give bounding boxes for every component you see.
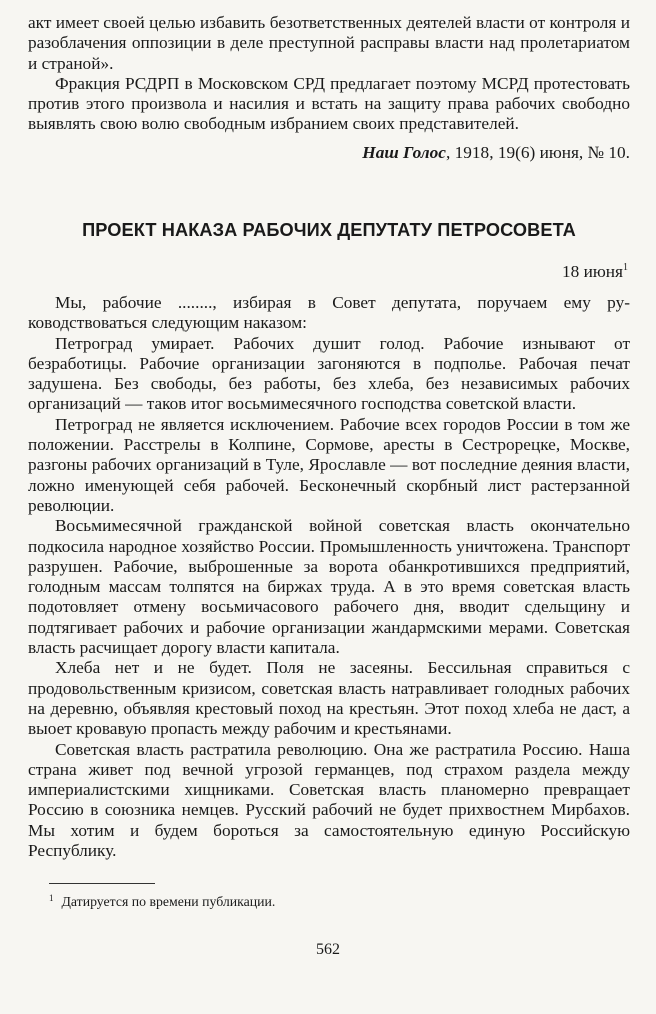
article-paragraph: Мы, рабочие ........, избирая в Совет депутата, поручаем ему руководствоваться следующим наказом:	[28, 293, 630, 333]
previous-article	[28, 13, 630, 163]
date-text: 18 июня	[562, 262, 623, 281]
footnote-mark: 1	[49, 893, 54, 903]
article-paragraph: Советская власть растратила революцию. Она же растратила Россию. Наша страна живет под вечной угрозой германцев, под страхом раздела между империалистскими хищниками. Советская власть планомерно превращает Россию в союзника немцев. Русский рабочий не будет прихвостнем Мирбахов. Мы хотим и будем бороться за самостоятельную единую Российскую Республику.	[28, 739, 630, 861]
article-paragraph: Петроград не является исключением. Рабочие всех городов России в том же положении. Расстрелы в Колпине, Сормове, аресты в Сестрорецке, Москве, разгоны рабочих организаций в Туле, Ярославле — вот последние деяния власти, ложно именующей себя рабочей. Бесконечный скорбный лист растерзанной революции.	[28, 414, 630, 515]
article-paragraph: Восьмимесячной гражданской войной советская власть окончательно подкосила народное хозяйство России. Промышленность уничтожена. Транспорт разрушен. Рабочие, выброшенные за ворота обанкротившихся предприятий, голодным массам толпятся на биржах труда. А в это время советская власть подотовляет отмену восьмичасового рабочего дня, вводит сдельщину и подтягивает рабочих и рабочие организации жандармскими мерами. Советская власть расчищает дорогу власти капитала.	[28, 516, 630, 658]
article-paragraph: Хлеба нет и не будет. Поля не засеяны. Бессильная справиться с продовольственным кризисом, советская власть натравливает голодных рабочих на деревню, объявляя крестовый поход на крестьян. Этот поход хлеба не даст, а выоет кровавую пропасть между рабочим и крестьянами.	[28, 658, 630, 739]
article-date	[562, 262, 628, 282]
footnote-divider	[49, 883, 155, 884]
footnote	[49, 893, 275, 910]
prev-paragraph-1: акт имеет своей целью избавить безответственных деятелей власти от контроля и разоблачения оппозиции в деле преступной расправы власти над пролетариатом и страной».	[28, 13, 630, 73]
page-number: 562	[316, 941, 340, 958]
citation	[28, 143, 630, 163]
article-paragraph: Петроград умирает. Рабочих душит голод. Рабочие изнывают от безработицы. Рабочие организации загоняются в подполье. Рабочая печат задушена. Без свободы, без работы, без хлеба, без независимых рабочих организаций — таков итог восьмимесячного господства советской власти.	[28, 333, 630, 414]
footnote-ref: 1	[623, 262, 628, 273]
article-title: ПРОЕКТ НАКАЗА РАБОЧИХ ДЕПУТАТУ ПЕТРОСОВЕТА	[82, 220, 576, 240]
footnote-text: Датируется по времени публикации.	[61, 894, 276, 909]
citation-source: Наш Голос	[362, 142, 446, 162]
prev-paragraph-2: Фракция РСДРП в Московском СРД предлагает поэтому МСРД протестовать против этого произвола и насилия и встать на защиту права рабочих свободно выявлять свою волю свободным избранием своих представителей.	[28, 73, 630, 134]
citation-details: , 1918, 19(6) июня, № 10.	[445, 142, 630, 162]
article-body	[28, 293, 630, 861]
